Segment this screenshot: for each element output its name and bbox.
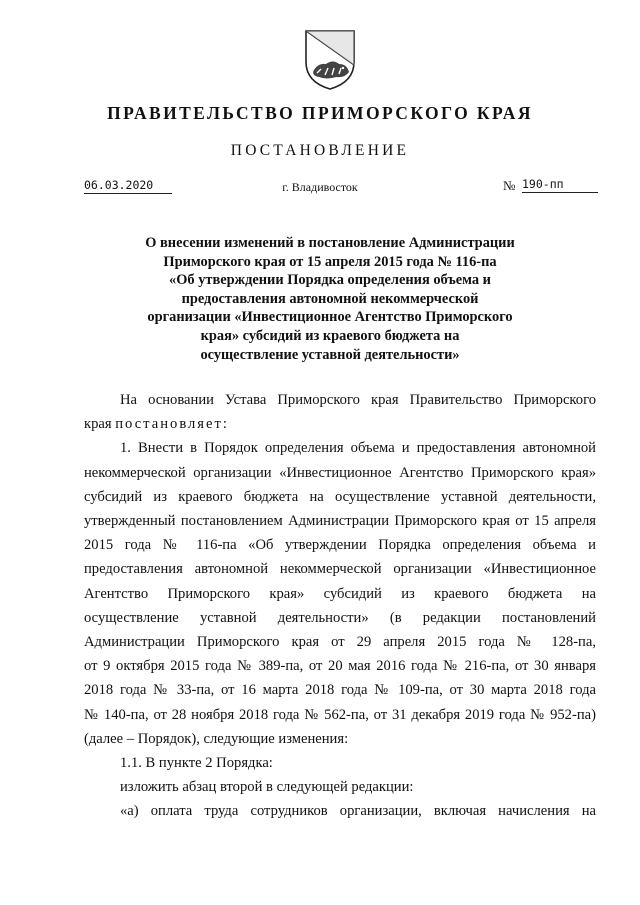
coat-of-arms-icon bbox=[303, 28, 357, 92]
body-line: На основании Устава Приморского края Правительство Приморского bbox=[120, 392, 596, 408]
body-line: «а) оплата труда сотрудников организации, включая начисления на bbox=[120, 803, 596, 820]
subject-line: осуществление уставной деятельности» bbox=[200, 346, 460, 363]
document-number: 190-пп bbox=[522, 177, 598, 193]
document-city: г. Владивосток bbox=[282, 180, 358, 194]
subject-line: «Об утверждении Порядка определения объема и bbox=[169, 272, 491, 289]
document-type: ПОСТАНОВЛЕНИЕ bbox=[230, 142, 410, 159]
document-subject bbox=[140, 234, 520, 364]
body-line: предоставления автономной некоммерческой организации «Инвестиционное bbox=[84, 561, 596, 578]
subject-line: предоставления автономной некоммерческой bbox=[181, 290, 479, 307]
resolves-word: постановляет bbox=[115, 416, 223, 433]
body-line: 1.1. В пункте 2 Порядка: bbox=[120, 755, 273, 772]
body-line: № 140-па, от 28 ноября 2018 года № 562-па, от 31 декабря 2019 года № 952-па) bbox=[84, 706, 596, 723]
subject-line: О внесении изменений в постановление Администрации bbox=[145, 235, 515, 251]
government-title: ПРАВИТЕЛЬСТВО ПРИМОРСКОГО КРАЯ bbox=[107, 103, 533, 123]
body-line: Агентство Приморского края» субсидий из краевого бюджета на bbox=[84, 585, 596, 602]
body-line: от 9 октября 2015 года № 389-па, от 20 мая 2016 года № 216-па, от 30 января bbox=[84, 658, 596, 675]
number-sign: № bbox=[503, 178, 516, 193]
subject-line: Приморского края от 15 апреля 2015 года № 116-па bbox=[163, 253, 497, 270]
body-line: (далее – Порядок), следующие изменения: bbox=[84, 730, 349, 747]
body-line: 1. Внести в Порядок определения объема и предоставления автономной bbox=[120, 440, 596, 457]
body-text-fragment: : bbox=[222, 416, 227, 433]
document-body bbox=[84, 388, 596, 824]
body-line: субсидий из краевого бюджета на осуществление уставной деятельности, bbox=[84, 488, 596, 505]
body-line: 2015 года № 116-па «Об утверждении Порядка определения объема и bbox=[84, 537, 596, 554]
body-line: некоммерческой организации «Инвестиционное Агентство Приморского края» bbox=[84, 464, 596, 481]
body-line: Администрации Приморского края от 29 апреля 2015 года № 128-па, bbox=[84, 634, 596, 651]
body-line: изложить абзац второй в следующей редакции: bbox=[120, 779, 414, 796]
body-line bbox=[84, 412, 596, 436]
document-date: 06.03.2020 bbox=[84, 178, 172, 194]
body-line: осуществление уставной деятельности» (в редакции постановлений bbox=[84, 609, 596, 626]
subject-line: края» субсидий из краевого бюджета на bbox=[200, 327, 460, 344]
subject-line: организации «Инвестиционное Агентство Приморского bbox=[147, 309, 513, 326]
body-text-fragment: края bbox=[84, 416, 116, 433]
body-line: утвержденный постановлением Администрации Приморского края от 15 апреля bbox=[84, 513, 596, 530]
body-line: 2018 года № 33-па, от 16 марта 2018 года № 109-па, от 30 марта 2018 года bbox=[84, 682, 596, 699]
